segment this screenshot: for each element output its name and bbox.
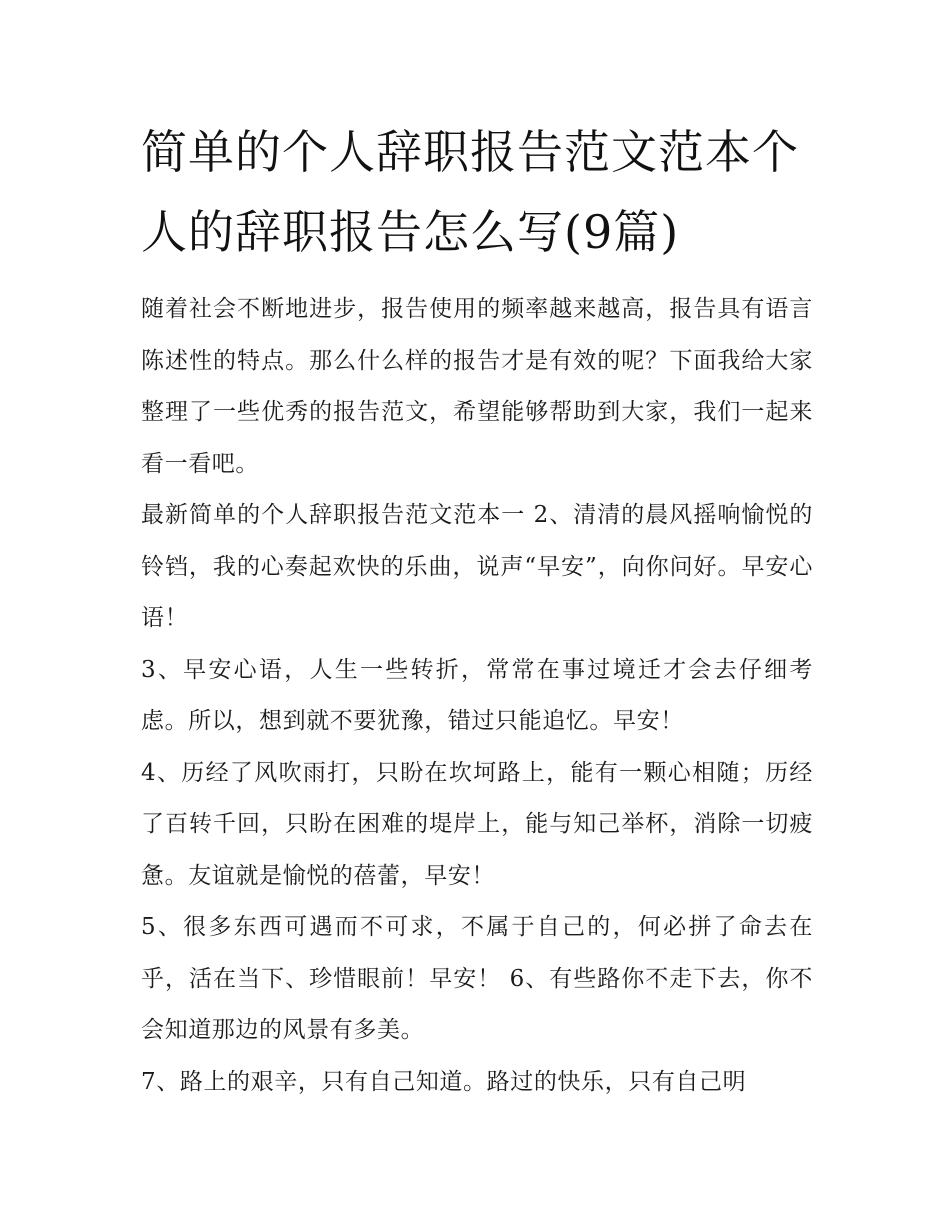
paragraph-2: 3、早安心语，人生一些转折，常常在事过境迁才会去仔细考虑。所以，想到就不要犹豫，错过只能追忆。早安！ [141, 656, 813, 734]
document-title: 简单的个人辞职报告范文范本个人的辞职报告怎么写(9篇) [141, 125, 799, 259]
paragraph-1: 最新简单的个人辞职报告范文范本一 2、清清的晨风摇响愉悦的铃铛，我的心奏起欢快的乐曲，说声“早安”，向你问好。早安心语！ [141, 502, 813, 631]
paragraph-4: 5、很多东西可遇而不可求，不属于自己的，何必拼了命去在乎，活在当下、珍惜眼前！早安！ 6、有些路你不走下去，你不会知道那边的风景有多美。 [141, 914, 813, 1043]
paragraph-5: 7、路上的艰辛，只有自己知道。路过的快乐，只有自己明 [141, 1068, 747, 1095]
paragraph-intro: 随着社会不断地进步，报告使用的频率越来越高，报告具有语言陈述性的特点。那么什么样的报告才是有效的呢？下面我给大家整理了一些优秀的报告范文，希望能够帮助到大家，我们一起来看一看吧。 [141, 296, 813, 477]
document-body [141, 284, 813, 1108]
document-page [141, 112, 813, 1108]
paragraph-3: 4、历经了风吹雨打，只盼在坎坷路上，能有一颗心相随；历经了百转千回，只盼在困难的堤岸上，能与知己举杯，消除一切疲惫。友谊就是愉悦的蓓蕾，早安！ [141, 759, 813, 889]
